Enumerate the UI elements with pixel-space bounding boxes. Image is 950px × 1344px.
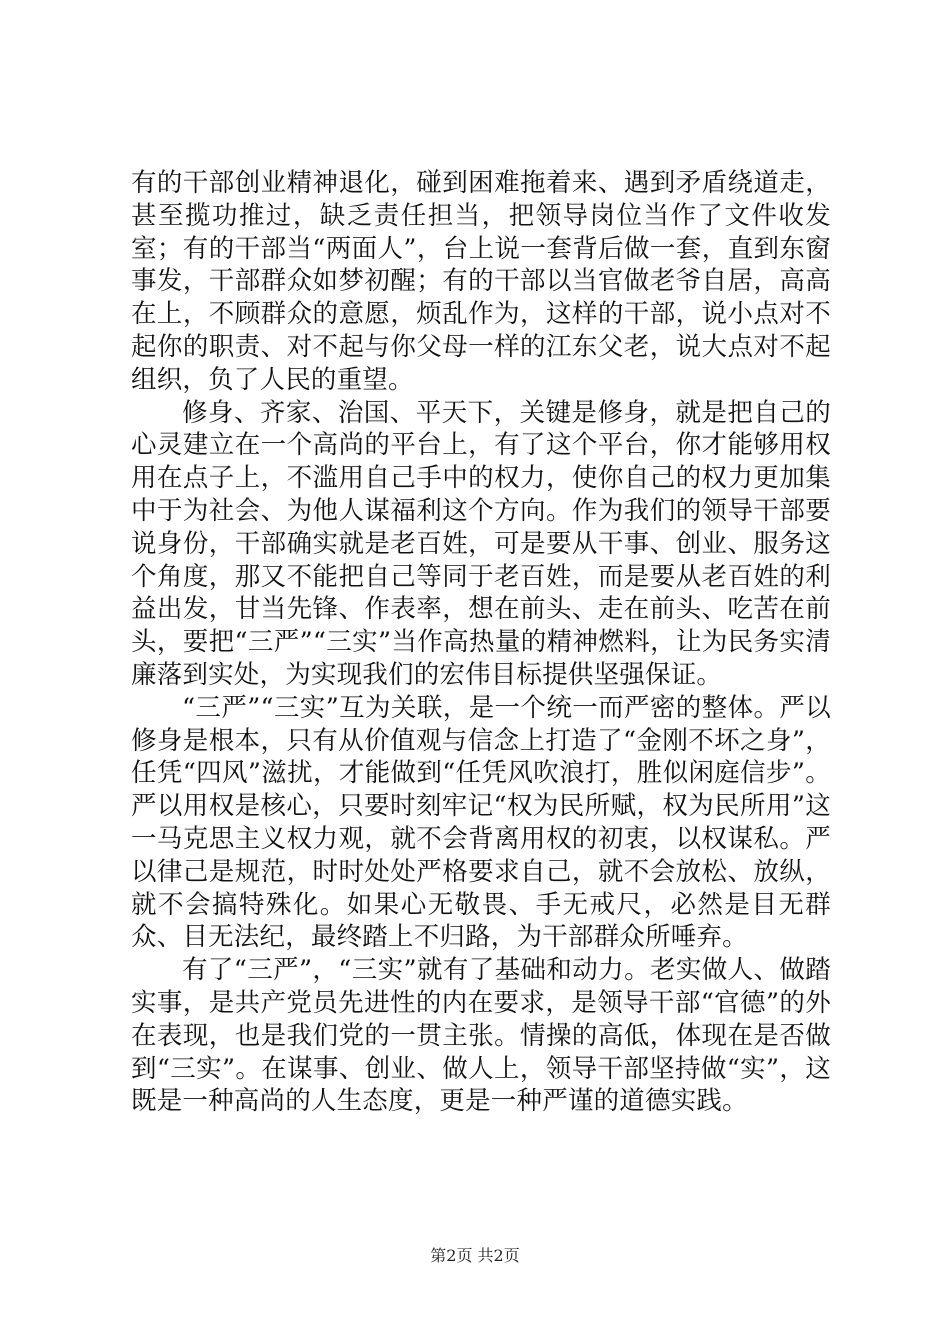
document-body (131, 167, 831, 1118)
paragraph-2: 修身、齐家、治国、平天下，关键是修身，就是把自己的心灵建立在一个高尚的平台上，有了这个平台，你才能够用权用在点子上，不滥用自己手中的权力，使你自己的权力更加集中于为社会、为他人谋福利这个方向。作为我们的领导干部要说身份，干部确实就是老百姓，可是要从干事、创业、服务这个角度，那又不能把自己等同于老百姓，而是要从老百姓的利益出发，甘当先锋、作表率，想在前头、走在前头、吃苦在前头，要把“三严”“三实”当作高热量的精神燃料，让为民务实清廉落到实处，为实现我们的宏伟目标提供坚强保证。 (131, 397, 831, 690)
paragraph-4: 有了“三严”，“三实”就有了基础和动力。老实做人、做踏实事，是共产党员先进性的内在要求，是领导干部“官德”的外在表现，也是我们党的一贯主张。情操的高低，体现在是否做到“三实”。在谋事、创业、做人上，领导干部坚持做“实”，这既是一种高尚的人生态度，更是一种严谨的道德实践。 (131, 955, 831, 1117)
paragraph-3: “三严”“三实”互为关联，是一个统一而严密的整体。严以修身是根本，只有从价值观与信念上打造了“金刚不坏之身”，任凭“四风”滋扰，才能做到“任凭风吹浪打，胜似闲庭信步”。严以用权是核心，只要时刻牢记“权为民所赋，权为民所用”这一马克思主义权力观，就不会背离用权的初衷，以权谋私。严以律己是规范，时时处处严格要求自己，就不会放松、放纵，就不会搞特殊化。如果心无敬畏、手无戒尺，必然是目无群众、目无法纪，最终踏上不归路，为干部群众所唾弃。 (131, 692, 831, 953)
paragraph-1: 有的干部创业精神退化，碰到困难拖着来、遇到矛盾绕道走，甚至揽功推过，缺乏责任担当，把领导岗位当作了文件收发室；有的干部当“两面人”，台上说一套背后做一套，直到东窗事发，干部群众如梦初醒；有的干部以当官做老爷自居，高高在上，不顾群众的意愿，烦乱作为，这样的干部，说小点对不起你的职责、对不起与你父母一样的江东父老，说大点对不起组织，负了人民的重望。 (131, 168, 831, 395)
page-number-footer: 第2页 共2页 (430, 1246, 520, 1265)
